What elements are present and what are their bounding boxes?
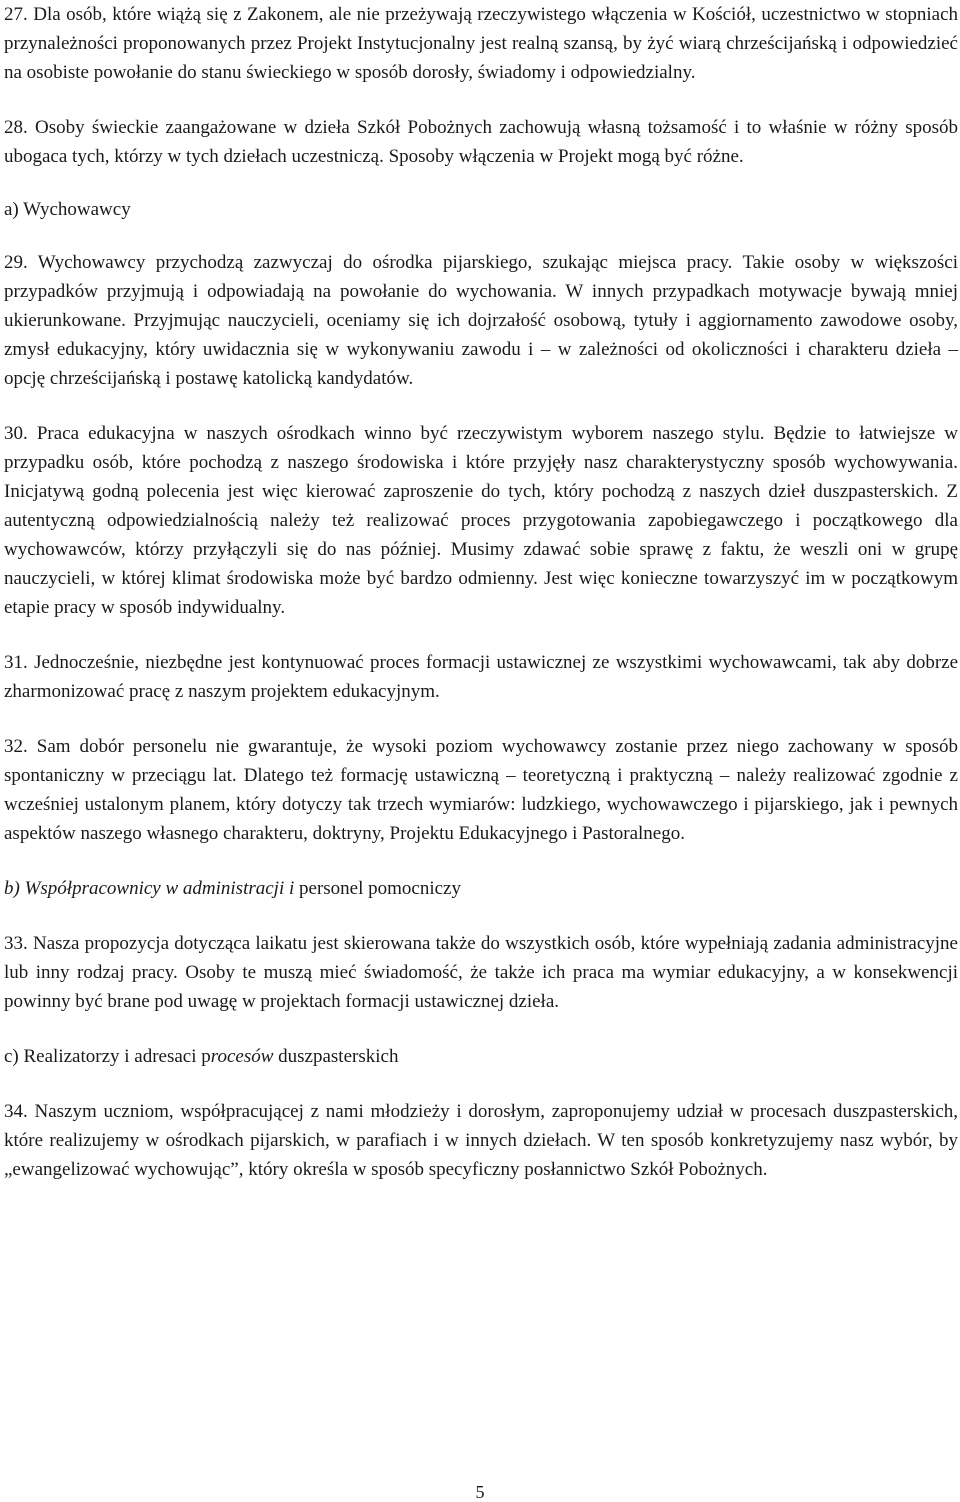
paragraph-27 xyxy=(4,0,958,87)
heading-plain-part: personel pomocniczy xyxy=(294,878,461,899)
document-page xyxy=(4,0,958,1184)
paragraph-28 xyxy=(4,113,958,171)
paragraph-text: Wychowawcy przychodzą zazwyczaj do ośrodka pijarskiego, szukając miejsca pracy. Takie osoby w większości przypadków przyjmują i odpowiadają na powołanie do wychowania. W innych przypadkach motywacje bywają mniej ukierunkowane. Przyjmując nauczycieli, oceniamy się ich dojrzałość osobową, tytuły i aggiornamento zawodowe osoby, zmysł edukacyjny, który uwidacznia się w wykonywaniu zawodu i – w zależności od okoliczności i charakteru dzieła – opcję chrześcijańską i postawę katolicką kandydatów. xyxy=(4,252,958,389)
paragraph-text: Praca edukacyjna w naszych ośrodkach winno być rzeczywistym wyborem naszego stylu. Będzie to łatwiejsze w przypadku osób, które pochodzą z naszego środowiska i które przyjęły nasz charakterystyczny sposób wychowywania. Inicjatywą godną polecenia jest więc kierować zaproszenie do tych, który pochodzą z naszych dzieł duszpasterskich. Z autentyczną odpowiedzialnością należy też realizować proces przygotowania zapobiegawczego i początkowego dla wychowawców, którzy przyłączyli się do nas później. Musimy zdawać sobie sprawę z faktu, że weszli oni w grupę nauczycieli, w której klimat środowiska może być bardzo odmienny. Jest więc konieczne towarzyszyć im w początkowym etapie pracy w sposób indywidualny. xyxy=(4,423,959,618)
paragraph-29 xyxy=(4,248,958,393)
paragraph-30 xyxy=(4,419,958,622)
paragraph-number: 33. xyxy=(4,933,28,954)
paragraph-number: 29. xyxy=(4,252,28,273)
paragraph-text: Naszym uczniom, współpracującej z nami młodzieży i dorosłym, zaproponujemy udział w procesach duszpasterskich, które realizujemy w ośrodkach pijarskich, w parafiach i w innych dziełach. W ten sposób konkretyzujemy nasz wybór, by „ewangelizować wychowując”, który określa w sposób specyficzny posłannictwo Szkół Pobożnych. xyxy=(4,1101,959,1180)
heading-italic-part: b) Współpracownicy w administracji i xyxy=(4,878,295,899)
paragraph-number: 27. xyxy=(4,4,28,25)
heading-plain-part: duszpasterskich xyxy=(273,1046,399,1067)
section-heading-administration xyxy=(4,874,958,903)
paragraph-31 xyxy=(4,648,958,706)
paragraph-text: Nasza propozycja dotycząca laikatu jest skierowana także do wszystkich osób, które wypełniają zadania administracyjne lub inny rodzaj pracy. Osoby te muszą mieć świadomość, że także ich praca ma wymiar edukacyjny, a w konsekwencji powinny być brane pod uwagę w projektach formacji ustawicznej dzieła. xyxy=(4,933,958,1012)
paragraph-text: Jednocześnie, niezbędne jest kontynuować proces formacji ustawicznej ze wszystkimi wychowawcami, tak aby dobrze zharmonizować pracę z naszym projektem edukacyjnym. xyxy=(4,652,959,702)
paragraph-number: 28. xyxy=(4,117,28,138)
paragraph-text: Osoby świeckie zaangażowane w dzieła Szkół Pobożnych zachowują własną tożsamość i to właśnie w różny sposób ubogaca tych, którzy w tych dziełach uczestniczą. Sposoby włączenia w Projekt mogą być różne. xyxy=(4,117,959,167)
section-heading-educators: a) Wychowawcy xyxy=(4,199,131,220)
page-number: 5 xyxy=(475,1482,485,1502)
paragraph-number: 32. xyxy=(4,736,28,757)
paragraph-33 xyxy=(4,929,958,1016)
paragraph-34 xyxy=(4,1097,958,1184)
paragraph-number: 34. xyxy=(4,1101,28,1122)
paragraph-32 xyxy=(4,732,958,848)
paragraph-text: Sam dobór personelu nie gwarantuje, że wysoki poziom wychowawcy zostanie przez niego zachowany w sposób spontaniczny w przeciągu lat. Dlatego też formację ustawiczną – teoretyczną i praktyczną – należy realizować zgodnie z wcześniej ustalonym planem, który dotyczy tak trzech wymiarów: ludzkiego, wychowawczego i pijarskiego, jak i pewnych aspektów naszego własnego charakteru, doktryny, Projektu Edukacyjnego i Pastoralnego. xyxy=(4,736,959,844)
heading-italic-part: rocesów xyxy=(210,1046,274,1067)
paragraph-number: 31. xyxy=(4,652,28,673)
paragraph-number: 30. xyxy=(4,423,28,444)
section-heading-pastoral xyxy=(4,1042,958,1071)
heading-plain-part: c) Realizatorzy i adresaci p xyxy=(4,1046,211,1067)
paragraph-text: Dla osób, które wiążą się z Zakonem, ale nie przeżywają rzeczywistego włączenia w Kościół, uczestnictwo w stopniach przynależności proponowanych przez Projekt Instytucjonalny jest realną szansą, by żyć wiarą chrześcijańską i odpowiedzieć na osobiste powołanie do stanu świeckiego w sposób dorosły, świadomy i odpowiedzialny. xyxy=(4,4,959,83)
